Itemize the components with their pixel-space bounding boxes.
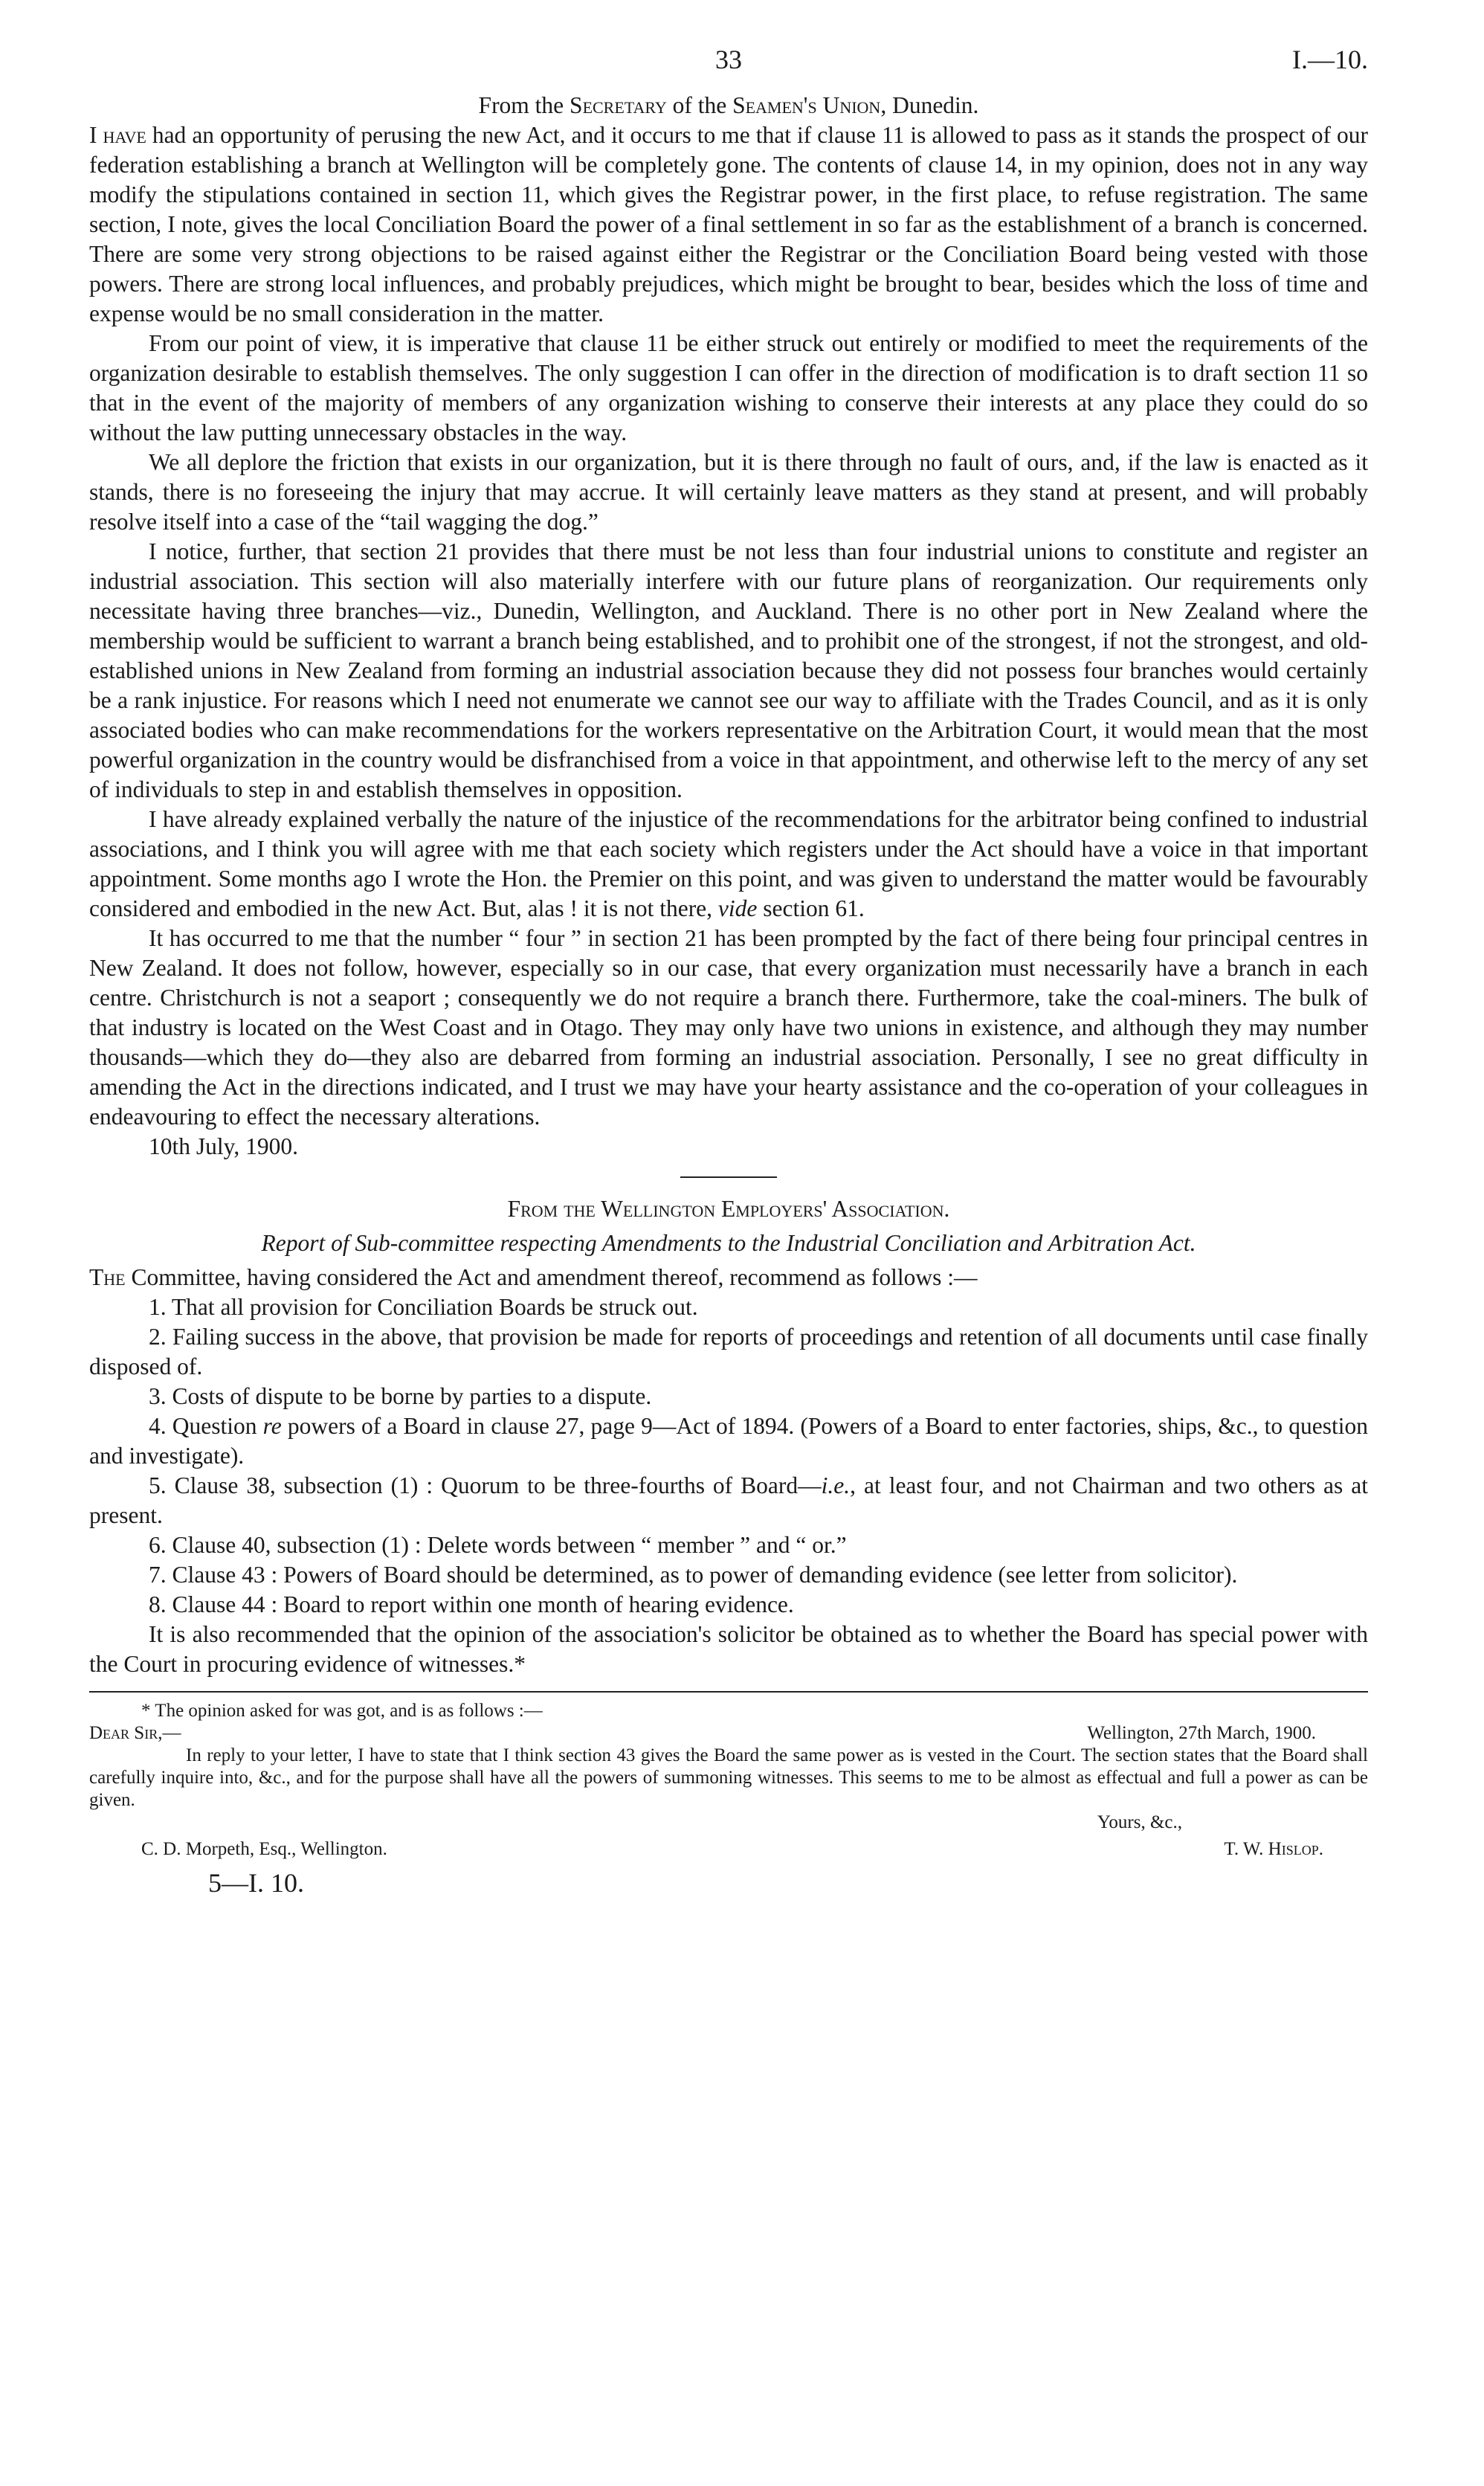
employers-section-heading: From the Wellington Employers' Association. xyxy=(507,1196,950,1222)
recommendation-5: 5. Clause 38, subsection (1) : Quorum to be three-fourths of Board—i.e., at least four, and not Chairman and two others as at present. xyxy=(89,1472,1368,1528)
footnote xyxy=(89,1700,1368,1861)
section-divider xyxy=(680,1176,777,1178)
seamen-paragraph-4: I notice, further, that section 21 provides that there must be not less than four industrial unions to constitute and register an industrial association. This section will also materially interfere with our future plans of reorganization. Our requirements only necessitate having three branches—viz., Dunedin, Wellington, and Auckland. There is no other port in New Zealand where the membership would be sufficient to warrant a branch being established, and to prohibit one of the strongest, if not the strongest, and old-established unions in New Zealand from forming an industrial association because they did not possess four branches would certainly be a rank injustice. For reasons which I need not enumerate we cannot see our way to affiliate with the Trades Council, and as it is only associated bodies who can make recommendations for the workers representative on the Arbitration Court, it would mean that the most powerful organization in the country would be disfranchised from a voice in that appointment, and otherwise left to the mercy of any set of individuals to step in and establish themselves in opposition. xyxy=(89,538,1368,802)
seamen-paragraph-6: It has occurred to me that the number “ four ” in section 21 has been prompted by the fact of there being four principal centres in New Zealand. It does not follow, however, especially so in our case, that every organization must necessarily have a branch in each centre. Christchurch is not a seaport ; consequently we do not require a branch there. Furthermore, take the coal-miners. The bulk of that industry is located on the West Coast and in Otago. They may only have two unions in existence, and although they may number thousands—which they do—they also are debarred from forming an industrial association. Personally, I see no great difficulty in amending the Act in the directions indicated, and I trust we may have your hearty assistance and the co-operation of your colleagues in endeavouring to effect the necessary alterations. xyxy=(89,925,1368,1130)
footnote-signature-row xyxy=(89,1838,1368,1861)
employers-intro: The Committee, having considered the Act and amendment thereof, recommend as follows :— xyxy=(89,1264,978,1290)
employers-report-subtitle: Report of Sub-committee respecting Amendments to the Industrial Conciliation and Arbitration Act. xyxy=(261,1230,1196,1256)
recommendation-7: 7. Clause 43 : Powers of Board should be determined, as to power of demanding evidence (see letter from solicitor). xyxy=(149,1562,1238,1588)
recommendation-4: 4. Question re powers of a Board in clause 27, page 9—Act of 1894. (Powers of a Board to enter factories, ships, &c., to question and investigate). xyxy=(89,1413,1369,1469)
printers-signature-mark: 5—I. 10. xyxy=(208,1868,304,1898)
seamen-paragraph-3: We all deplore the friction that exists in our organization, but it is there through no fault of ours, and, if the law is enacted as it stands, there is no foreseeing the injury that may accrue. It will certainly leave matters as they stand at present, and will probably resolve itself into a case of the “tail wagging the dog.” xyxy=(89,449,1368,535)
opening-words: I have xyxy=(89,122,146,148)
footnote-body: In reply to your letter, I have to state that I think section 43 gives the Board the same power as is vested in the Court. The section states that the Board shall carefully inquire into, &c., and for the purpose shall have all the powers of summoning witnesses. This seems to me to be almost as effectual and full a power as can be given. xyxy=(89,1745,1368,1810)
employers-closing-paragraph: It is also recommended that the opinion of the association's solicitor be obtained as to whether the Board has special power with the Court in procuring evidence of witnesses.* xyxy=(89,1621,1368,1677)
seamen-paragraph-1: I have had an opportunity of perusing the new Act, and it occurs to me that if clause 11 is allowed to pass as it stands the prospect of our federation establishing a branch at Wellington will be completely gone. The contents of clause 14, in my opinion, does not in any way modify the stipulations contained in section 11, which gives the Registrar power, in the first place, to refuse registration. The same section, I note, gives the local Conciliation Board the power of a final settlement in so far as the establishment of a branch is concerned. There are some very strong objections to be raised against either the Registrar or the Conciliation Board being vested with those powers. There are strong local influences, and probably prejudices, which might be brought to bear, besides which the loss of time and expense would be no small consideration in the matter. xyxy=(89,122,1369,326)
recommendation-8: 8. Clause 44 : Board to report within one month of hearing evidence. xyxy=(149,1591,794,1617)
footnote-salutation: Dear Sir,— xyxy=(89,1723,181,1743)
footnote-signatory: T. W. Hislop. xyxy=(1224,1839,1323,1859)
page-number: 33 xyxy=(715,45,742,74)
footnote-divider xyxy=(89,1691,1368,1693)
recommendation-2: 2. Failing success in the above, that provision be made for reports of proceedings and retention of all documents until case finally disposed of. xyxy=(89,1324,1368,1379)
footnote-place-date: Wellington, 27th March, 1900. xyxy=(1087,1723,1316,1743)
vide-word: vide xyxy=(717,895,758,921)
seamen-section-heading: From the Secretary of the Seamen's Union, Dunedin. xyxy=(478,92,979,118)
seamen-paragraph-5: I have already explained verbally the nature of the injustice of the recommendations for the arbitrator being confined to industrial associations, and I think you will agree with me that each society which registers under the Act should have a voice in that important appointment. Some months ago I wrote the Hon. the Premier on this point, and was given to understand the matter would be favourably considered and embodied in the new Act. But, alas ! it is not there, vide section 61. xyxy=(89,806,1368,921)
footnote-letter-head xyxy=(89,1722,1368,1745)
letter-date: 10th July, 1900. xyxy=(149,1133,298,1159)
recommendation-6: 6. Clause 40, subsection (1) : Delete words between “ member ” and “ or.” xyxy=(149,1532,847,1558)
page-header xyxy=(89,37,1368,86)
recommendation-1: 1. That all provision for Conciliation Boards be struck out. xyxy=(149,1294,698,1320)
document-page xyxy=(89,37,1368,1898)
document-reference: I.—10. xyxy=(1292,45,1368,74)
recommendation-3: 3. Costs of dispute to be borne by parties to a dispute. xyxy=(149,1383,652,1409)
footnote-closing: Yours, &c., xyxy=(1097,1812,1182,1832)
seamen-paragraph-2: From our point of view, it is imperative that clause 11 be either struck out entirely or modified to meet the requirements of the organization desirable to establish themselves. The only suggestion I can offer in the direction of modification is to draft section 11 so that in the event of the majority of members of any organization wishing to conserve their interests at any place they could do so without the law putting unnecessary obstacles in the way. xyxy=(89,330,1368,445)
footnote-intro: * The opinion asked for was got, and is as follows :— xyxy=(141,1701,543,1721)
footnote-addressee: C. D. Morpeth, Esq., Wellington. xyxy=(141,1839,387,1859)
